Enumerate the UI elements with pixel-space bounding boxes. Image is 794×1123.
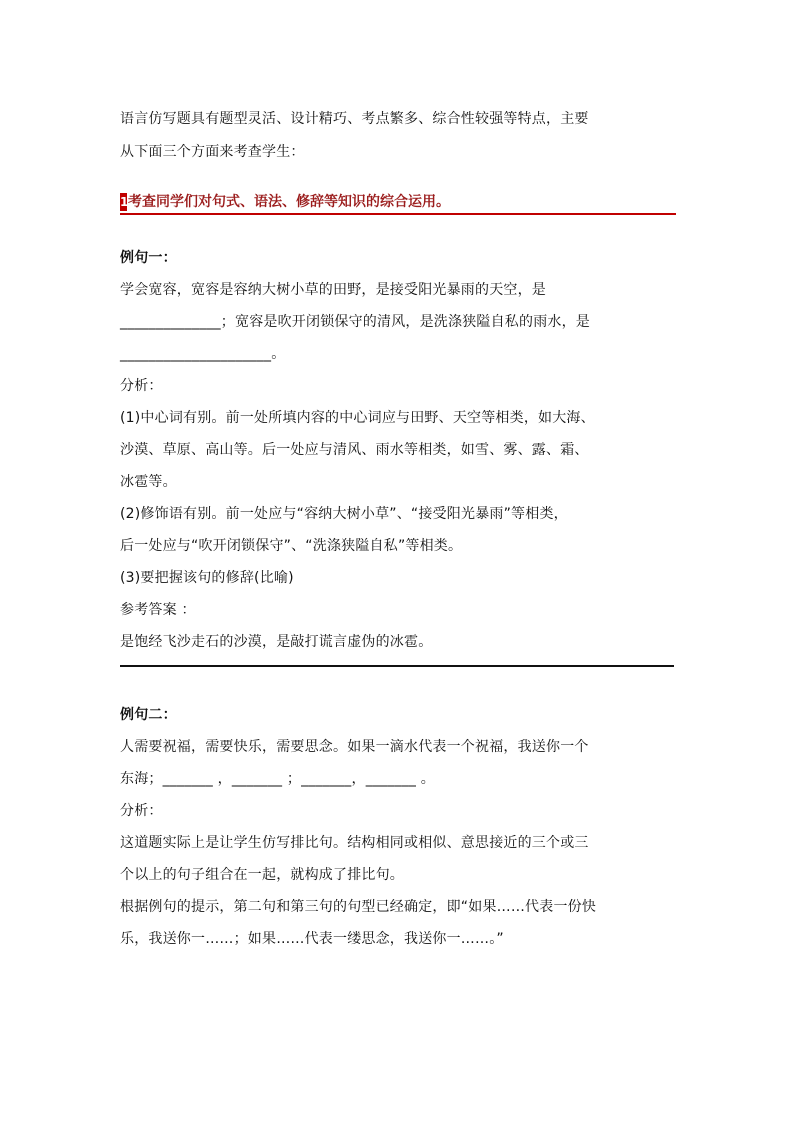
intro-line-1: 语言仿写题具有题型灵活、设计精巧、考点繁多、综合性较强等特点，主要: [120, 111, 589, 127]
example-2-line-2: 东海；_______ ，_______ ；_______，_______ 。: [120, 771, 435, 787]
example-2-analysis-3: 根据例句的提示，第二句和第三句的句型已经确定，即“如果……代表一份快: [120, 899, 597, 915]
section-1-header: [120, 192, 676, 214]
example-1-answer: 是饱经飞沙走石的沙漠，是敲打谎言虚伪的冰雹。: [120, 634, 433, 650]
intro-line-2: 从下面三个方面来考查学生：: [120, 144, 305, 160]
example-1-line-2: ______________；宽容是吹开闭锁保守的清风，是洗涤狭隘自私的雨水，是: [120, 314, 590, 330]
example-2-analysis-4: 乐，我送你一……；如果……代表一缕思念，我送你一……。”: [120, 931, 504, 947]
example-2-analysis-1: 这道题实际上是让学生仿写排比句。结构相同或相似、意思接近的三个或三: [120, 835, 589, 851]
example-1-answer-label: 参考答案 ：: [120, 602, 196, 618]
section-number-badge: 1: [120, 195, 129, 209]
example-1-heading: 例句一：: [120, 250, 177, 266]
example-1-analysis-2: 沙漠、草原、高山等。后一处应与清风、雨水等相类，如雪、雾、露、霜、: [120, 442, 589, 458]
section-divider: [120, 665, 674, 667]
example-2-heading: 例句二：: [120, 707, 177, 723]
example-2-line-1: 人需要祝福，需要快乐，需要思念。如果一滴水代表一个祝福，我送你一个: [120, 739, 589, 755]
example-2-analysis-2: 个以上的句子组合在一起，就构成了排比句。: [120, 867, 404, 883]
example-1-analysis-3: 冰雹等。: [120, 474, 177, 490]
example-1-analysis-6: (3)要把握该句的修辞(比喻): [120, 570, 294, 586]
section-underline: [120, 213, 676, 215]
example-1-analysis-label: 分析：: [120, 378, 163, 394]
section-title: 考查同学们对句式、语法、修辞等知识的综合运用。: [128, 194, 450, 210]
example-2-analysis-label: 分析：: [120, 803, 163, 819]
example-1-line-1: 学会宽容，宽容是容纳大树小草的田野，是接受阳光暴雨的天空，是: [120, 282, 546, 298]
example-1-analysis-5: 后一处应与“吹开闭锁保守”、“洗涤狭隘自私”等相类。: [120, 538, 463, 554]
example-1-analysis-4: (2)修饰语有别。前一处应与“容纳大树小草”、“接受阳光暴雨”等相类，: [120, 506, 568, 522]
example-1-line-3: _____________________。: [120, 346, 286, 362]
example-1-analysis-1: (1)中心词有别。前一处所填内容的中心词应与田野、天空等相类，如大海、: [120, 410, 595, 426]
